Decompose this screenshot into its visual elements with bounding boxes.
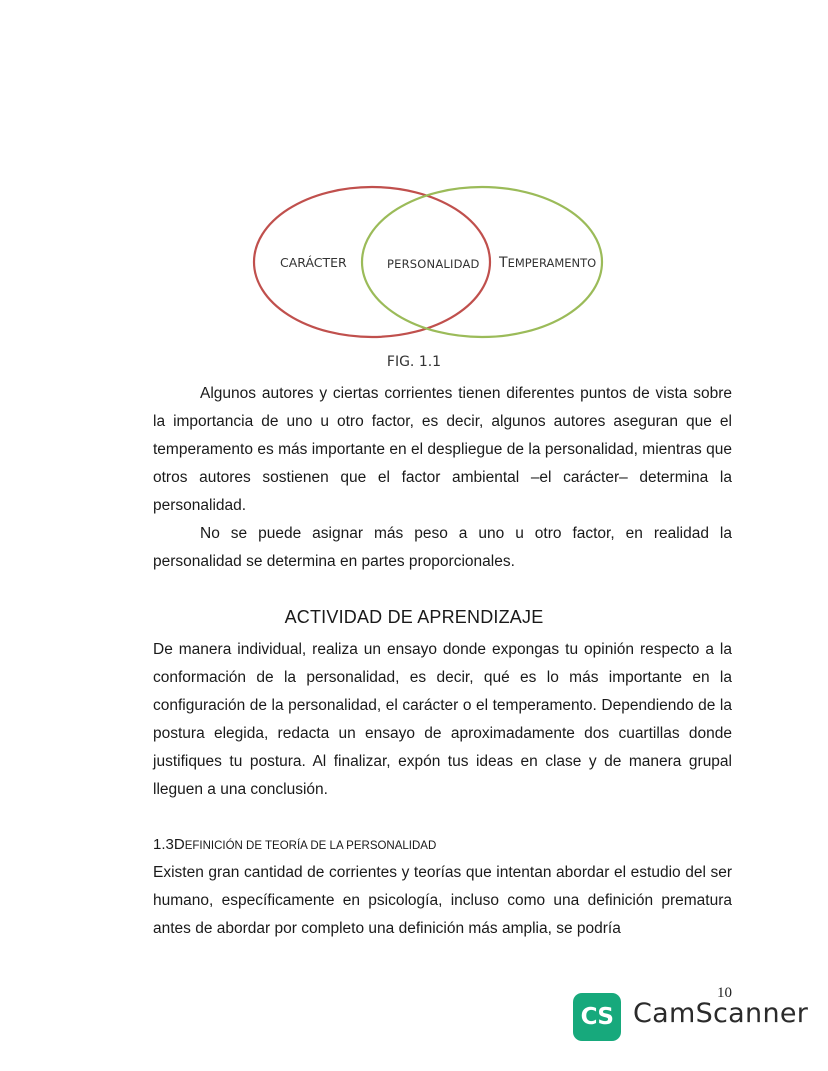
figure-caption: FIG. 1.1 xyxy=(386,354,442,370)
temperamento-initial: T xyxy=(499,255,508,271)
section-paragraph: Existen gran cantidad de corrientes y teorías que intentan abordar el estudio del ser humano, específicamente en psicología, incluso como una definición prematura antes de abordar por completo una definición más amplia, se podría xyxy=(153,864,732,937)
section-body xyxy=(153,859,732,943)
activity-body xyxy=(153,636,732,804)
temperamento-label xyxy=(498,255,596,271)
camscanner-brand-name: CamScanner xyxy=(633,998,809,1029)
section-title-rest: EFINICIÓN DE TEORÍA DE LA PERSONALIDAD xyxy=(184,840,437,852)
activity-paragraph: De manera individual, realiza un ensayo donde expongas tu opinión respecto a la conformación de la personalidad, es decir, qué es lo más importante en la configuración de la personalidad, el carácter o el temperamento. Dependiendo de la postura elegida, redacta un ensayo de aproximadamente dos cuartillas donde justifiques tu postura. Al finalizar, expón tus ideas en clase y de manera grupal lleguen a una conclusión. xyxy=(153,641,732,798)
page-number: 10 xyxy=(717,985,732,1001)
caracter-label: CARÁCTER xyxy=(280,255,347,270)
activity-heading: ACTIVIDAD DE APRENDIZAJE xyxy=(284,607,544,627)
venn-diagram xyxy=(240,180,620,350)
paragraph-1: Algunos autores y ciertas corrientes tienen diferentes puntos de vista sobre la importancia de uno u otro factor, es decir, algunos autores aseguran que el temperamento es más importante en el despliegue de la personalidad, mientras que otros autores sostienen que el factor ambiental –el carácter– determina la personalidad. xyxy=(153,385,732,514)
personalidad-label: PERSONALIDAD xyxy=(387,257,480,271)
camscanner-logo-icon xyxy=(573,993,621,1041)
section-number: 1.3 xyxy=(153,836,174,853)
section-title-initial: D xyxy=(173,836,185,853)
paragraph-2: No se puede asignar más peso a uno u otro factor, en realidad la personalidad se determina en partes proporcionales. xyxy=(153,525,732,570)
temperamento-rest: EMPERAMENTO xyxy=(507,256,597,270)
section-heading xyxy=(153,836,436,853)
intro-paragraphs xyxy=(153,380,732,576)
camscanner-logo-text: CS xyxy=(580,1004,614,1030)
